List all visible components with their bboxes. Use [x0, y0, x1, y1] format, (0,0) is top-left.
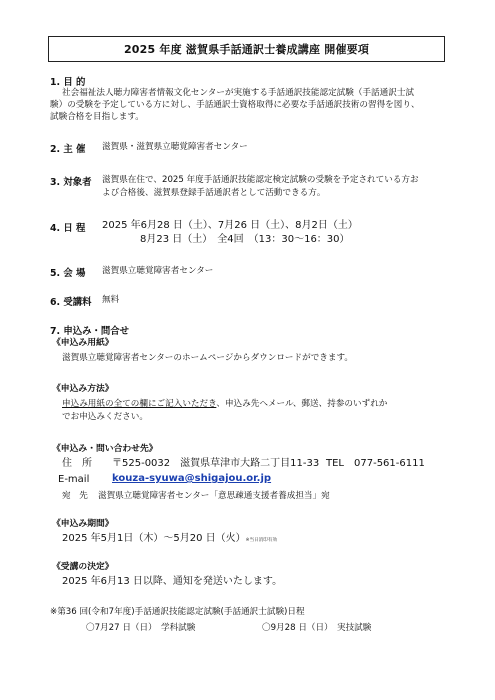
section-2-text: 滋賀県・滋賀県立聴覚障害者センター: [102, 142, 248, 152]
method-text-2: でお申込みください。: [62, 412, 148, 422]
address-label: 住 所: [62, 458, 92, 469]
email-link[interactable]: [112, 473, 271, 485]
recipient-label: 宛 先: [62, 491, 88, 501]
period-note: ※当日消印有効: [245, 538, 278, 543]
section-3-text-1: 滋賀県在住で、2025 年度手話通訳技能認定検定試験の受験を予定されている方お: [102, 175, 419, 185]
decision-heading: 《受講の決定》: [52, 562, 114, 572]
recipient-text: 滋賀県立聴覚障害者センター「意思疎通支援者養成担当」宛: [98, 491, 330, 501]
section-2-label: 2. 主 催: [50, 144, 86, 155]
exam-note-title: ※第36 回(令和7年度)手話通訳技能認定試験(手話通訳士試験)日程: [50, 607, 305, 617]
method-text-underlined: 申込み用紙の全ての欄にご記入いただき: [62, 399, 217, 409]
section-6-label: 6. 受講料: [50, 297, 92, 308]
method-text-1: [62, 398, 387, 410]
tel-text: TEL 077-561-6111: [326, 458, 425, 469]
exam-practical: 〇9月28 日（日） 実技試験: [262, 623, 372, 633]
decision-text: 2025 年6月13 日以降、通知を発送いたします。: [62, 576, 283, 587]
section-6-text: 無料: [102, 295, 120, 305]
period-text: [62, 533, 277, 547]
section-4-label: 4. 日 程: [50, 223, 86, 234]
section-3-label: 3. 対象者: [50, 177, 92, 188]
section-1-text-1: 社会福祉法人聴力障害者情報文化センターが実施する手話通訳技能認定試験（手話通訳士試: [62, 88, 415, 98]
email-address[interactable]: kouza-syuwa@shigajou.or.jp: [112, 473, 272, 484]
form-text: 滋賀県立聴覚障害者センターのホームページからダウンロードができます。: [62, 353, 353, 363]
form-heading: 《申込み用紙》: [52, 338, 114, 348]
section-1-label: 1. 目 的: [50, 77, 86, 88]
contact-heading: 《申込み・問い合わせ先》: [52, 444, 158, 454]
exam-written: 〇7月27 日（日） 学科試験: [86, 623, 196, 633]
section-7-label: 7. 申込み・問合せ: [50, 326, 129, 337]
section-1-text-3: 試験合格を目指します。: [50, 112, 144, 122]
section-4-date-1: 2025 年6月28 日（土）、7月26 日（土）、8月2日（土）: [102, 220, 358, 231]
period-heading: 《申込み期間》: [52, 519, 114, 529]
section-5-text: 滋賀県立聴覚障害者センター: [102, 266, 214, 276]
method-heading: 《申込み方法》: [52, 384, 114, 394]
section-3-text-2: よび合格後、滋賀県登録手話通訳者として活動できる方。: [102, 188, 326, 198]
address-text: 〒525-0032 滋賀県草津市大路二丁目11-33: [112, 458, 320, 469]
period-dates: 2025 年5月1日（木）〜5月20 日（火）: [62, 533, 246, 544]
section-1-text-2: 験）の受験を予定している方に対し、手話通訳士資格取得に必要な手話通訳技術の習得を図り、: [50, 100, 420, 110]
section-5-label: 5. 会 場: [50, 268, 86, 279]
method-text-rest: 、申込み先へメール、郵送、持参のいずれか: [216, 399, 388, 409]
document-title: 2025 年度 滋賀県手話通訳士養成講座 開催要項: [48, 36, 445, 62]
section-4-date-2: 8月23 日（土） 全4回 （13：30〜16：30）: [140, 234, 350, 245]
email-label: E-mail: [58, 474, 90, 485]
